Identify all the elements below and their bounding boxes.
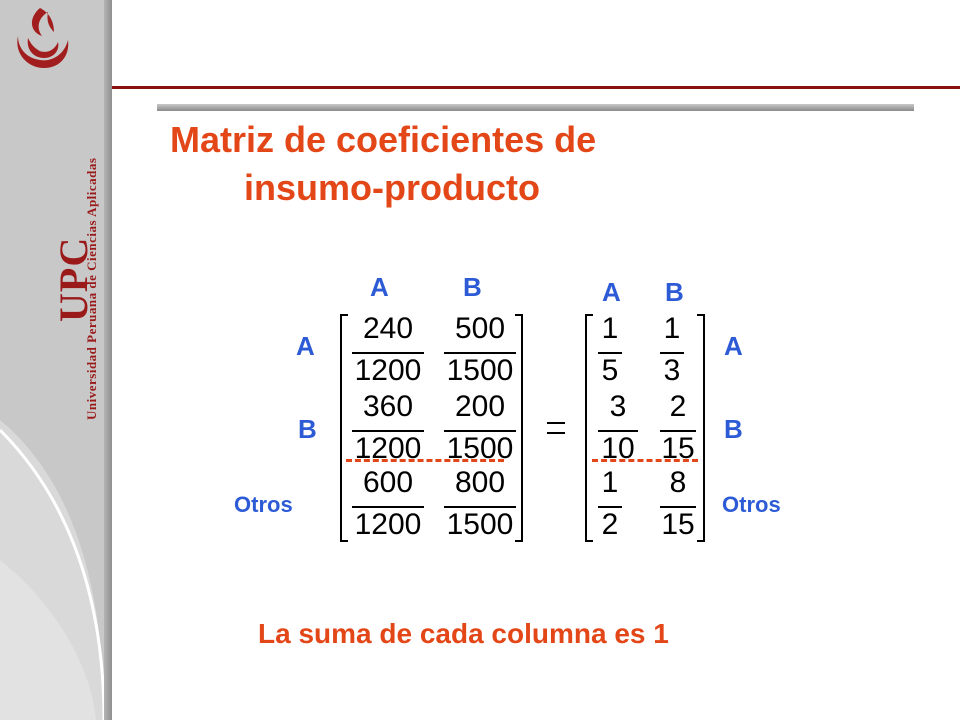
brand-sidebar: [0, 0, 112, 720]
equals-sign: [547, 422, 565, 434]
right-row-label-a: A: [724, 331, 743, 361]
right-r3c1-denominator: 2: [601, 508, 619, 541]
left-r3c1-numerator: 600: [362, 466, 414, 499]
university-name: Universidad Peruana de Ciencias Aplicadas: [84, 157, 99, 420]
left-r2c2-denominator: 1500: [446, 432, 514, 465]
right-r1c2-denominator: 3: [663, 354, 681, 387]
right-matrix-dash-separator: [592, 459, 698, 462]
conclusion-text: La suma de cada columna es 1: [258, 618, 669, 649]
left-r3c2-denominator: 1500: [446, 508, 514, 541]
title-rule: [157, 104, 914, 111]
right-r2c1-denominator: 10: [601, 432, 635, 465]
right-r3c2-numerator: 8: [669, 466, 687, 499]
left-matrix-bracket-open: [340, 314, 348, 542]
left-r1c2-denominator: 1500: [446, 354, 514, 387]
left-r3c2-numerator: 800: [454, 466, 506, 499]
left-r2c1-numerator: 360: [362, 390, 414, 423]
title-line-2: insumo-producto: [244, 167, 540, 208]
left-r2c2-numerator: 200: [454, 390, 506, 423]
right-r1c1-numerator: 1: [601, 312, 619, 345]
left-r1c2-numerator: 500: [454, 312, 506, 345]
left-r2c1-denominator: 1200: [354, 432, 422, 465]
right-r1c1-denominator: 5: [601, 354, 619, 387]
right-r3c1-numerator: 1: [601, 466, 619, 499]
left-r1c1-denominator: 1200: [354, 354, 422, 387]
right-row-label-b: B: [724, 414, 743, 444]
header-rule: [112, 86, 960, 89]
left-col-header-a: A: [370, 272, 389, 302]
left-matrix-dash-separator: [346, 459, 504, 462]
left-r3c1-denominator: 1200: [354, 508, 422, 541]
left-r1c1-numerator: 240: [362, 312, 414, 345]
right-r2c1-numerator: 3: [609, 390, 627, 423]
left-col-header-b: B: [463, 272, 482, 302]
upc-wordmark: UPC: [51, 236, 96, 322]
right-r3c2-denominator: 15: [661, 508, 695, 541]
right-matrix-bracket-close: [697, 314, 705, 542]
left-row-label-b: B: [298, 414, 317, 444]
slide-title: [170, 116, 730, 212]
right-col-header-a: A: [602, 277, 621, 307]
right-row-label-otros: Otros: [722, 492, 781, 517]
left-row-label-otros: Otros: [234, 492, 293, 517]
left-row-label-a: A: [296, 331, 315, 361]
right-r1c2-numerator: 1: [663, 312, 681, 345]
sidebar-shadow: [104, 0, 112, 720]
title-line-1: Matriz de coeficientes de: [170, 119, 597, 160]
upc-logo-icon: [4, 2, 78, 76]
right-r2c2-numerator: 2: [669, 390, 687, 423]
right-r2c2-denominator: 15: [661, 432, 695, 465]
right-col-header-b: B: [665, 277, 684, 307]
